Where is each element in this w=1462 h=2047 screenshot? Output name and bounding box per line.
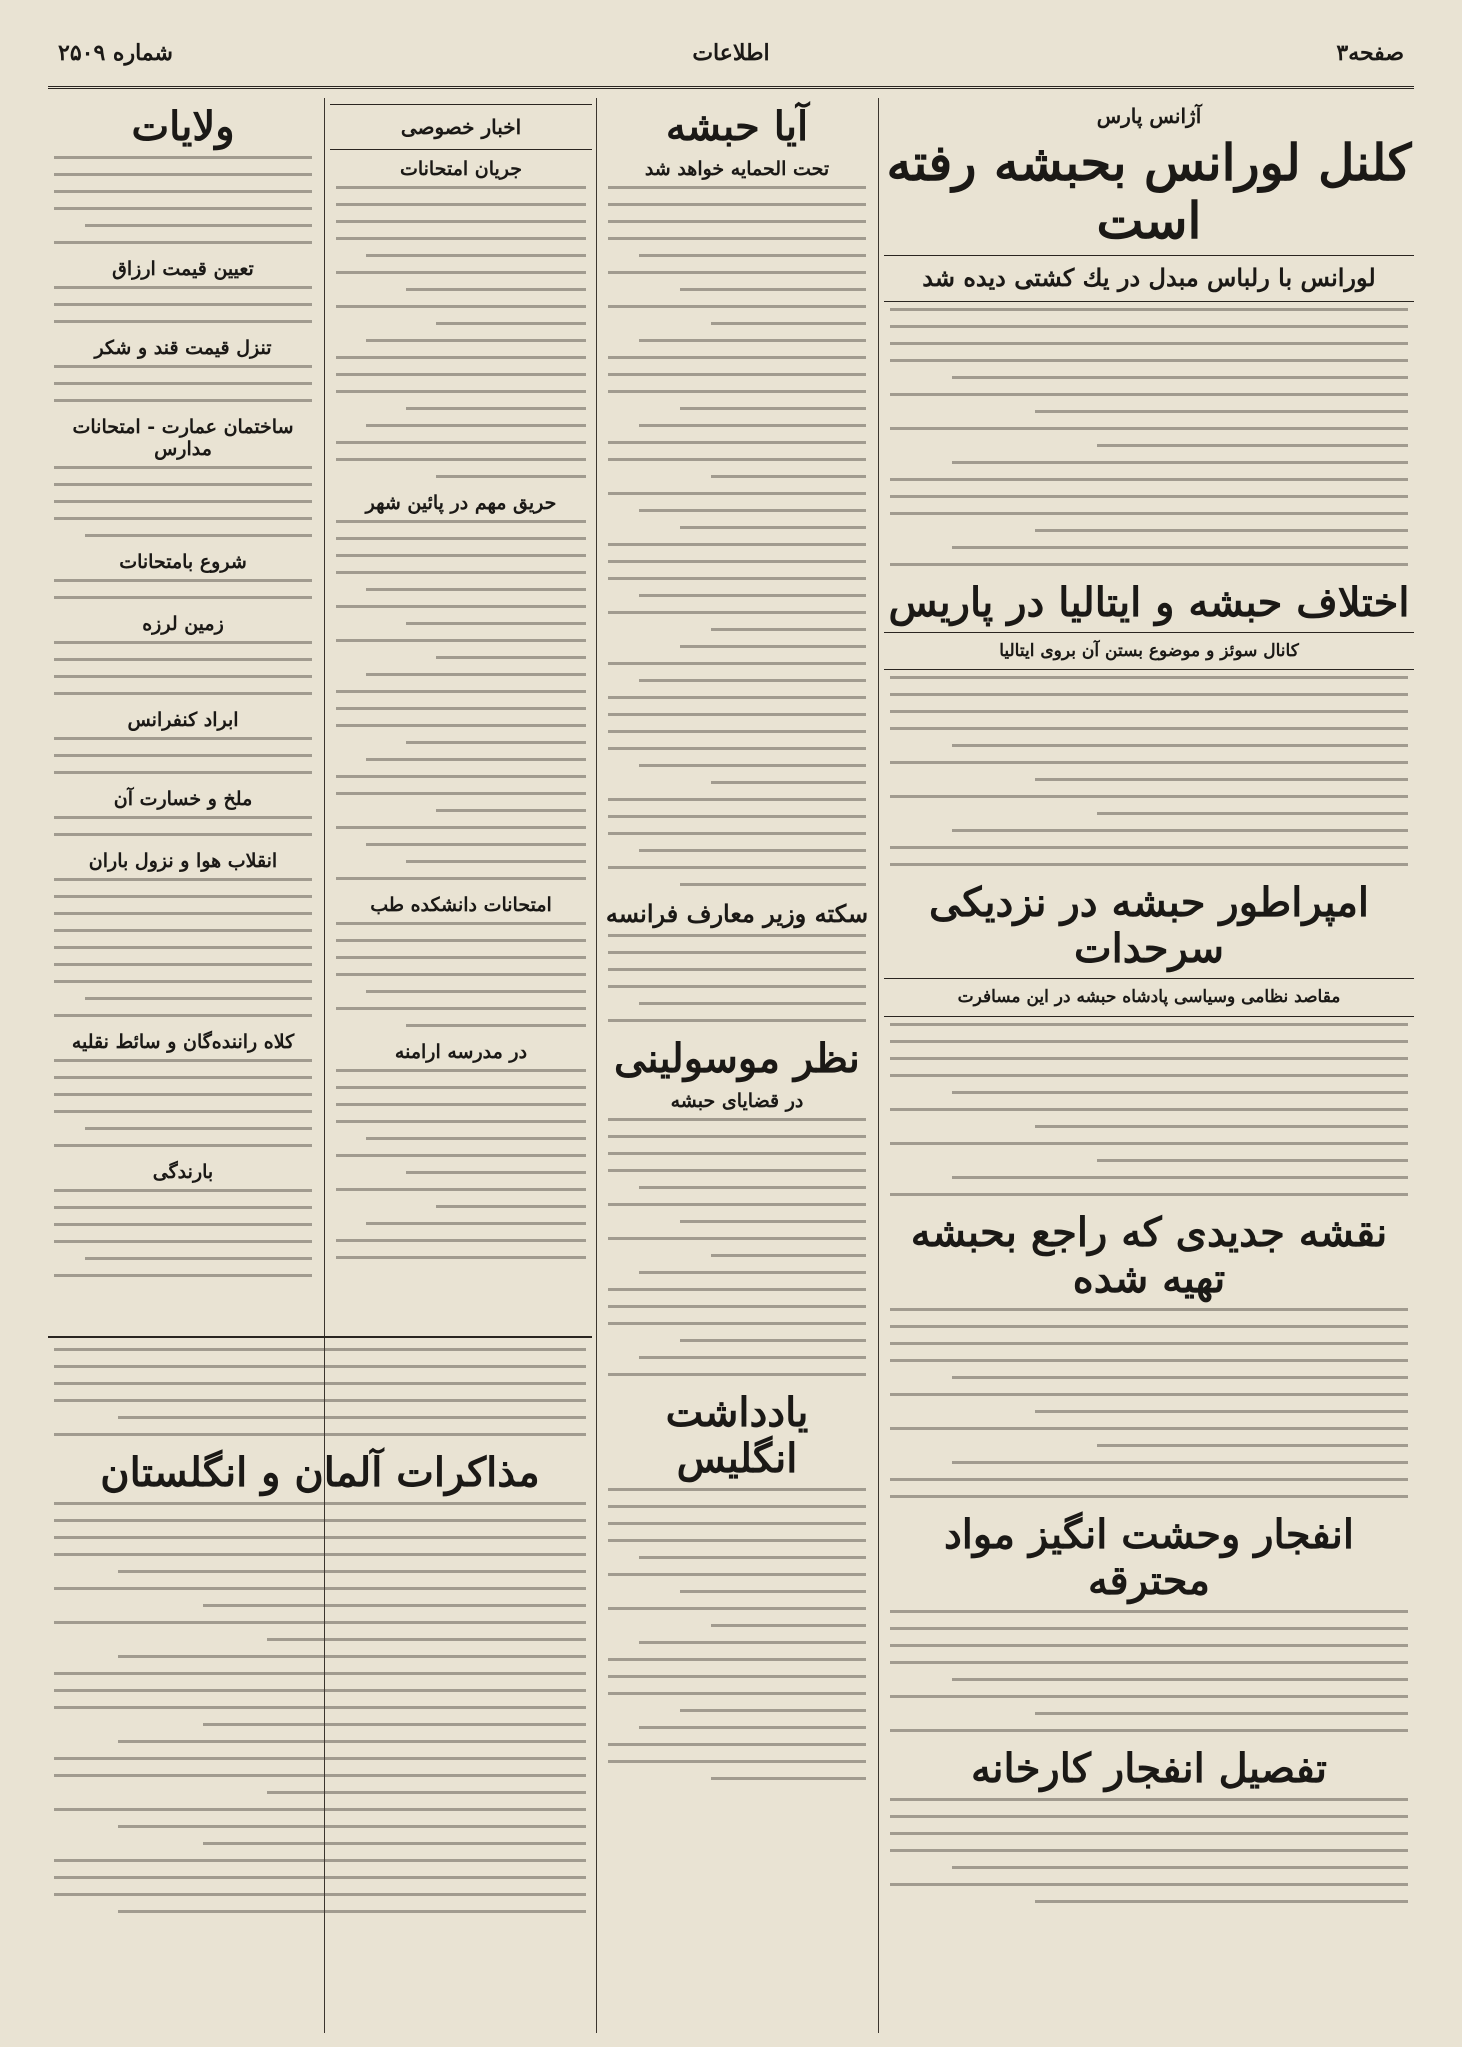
item-title: در مدرسه ارامنه: [394, 1041, 528, 1063]
article-body: [54, 641, 312, 695]
article-body: [608, 186, 866, 886]
column-1: [884, 98, 1414, 2033]
item-title: تعیین قیمت ارزاق: [112, 258, 254, 280]
article-body: [54, 156, 312, 244]
subhead-2: کانال سوئز و موضوع بستن آن بروی ایتالیا: [999, 640, 1299, 661]
headline-2: اختلاف حبشه و ایتالیا در پاریس: [888, 578, 1410, 626]
item-title: کلاه راننده‌گان و سائط نقلیه: [71, 1031, 295, 1053]
headline: آیا حبشه: [665, 103, 809, 150]
article-body: [54, 816, 312, 836]
article-body: [54, 1348, 586, 1436]
column-3: [330, 98, 592, 1328]
article-body: [890, 1023, 1408, 1196]
article-body: [54, 466, 312, 537]
headline-3: نظر موسولینی: [614, 1034, 860, 1082]
article-body: [54, 878, 312, 915]
item-title: شروع بامتحانات: [119, 551, 247, 573]
bottom-section: [48, 1342, 592, 2032]
bottom-headline: مذاکرات آلمان و انگلستان: [100, 1449, 540, 1496]
article-body: [54, 579, 312, 599]
item-title: زمین لرزه: [142, 613, 224, 635]
item-title: ابراد کنفرانس: [127, 709, 239, 731]
article-body: [336, 186, 586, 478]
article-body: [336, 520, 586, 880]
article-body: [54, 286, 312, 323]
article-body: [890, 1798, 1408, 1903]
item-title: جریان امتحانات: [399, 158, 523, 180]
article-body: [54, 365, 312, 402]
item-title: حریق مهم در پائین شهر: [365, 492, 557, 514]
newspaper-title: اطلاعات: [692, 40, 770, 66]
article-body: [54, 1502, 586, 1913]
column-4: [48, 98, 318, 1328]
article-body: [336, 922, 586, 1027]
page-number: صفحه۳: [1336, 40, 1404, 66]
article-body: [54, 929, 312, 1017]
subhead: تحت الحمایه خواهد شد: [644, 158, 830, 180]
item-title: تنزل قیمت قند و شکر: [94, 337, 272, 359]
article-body: [54, 737, 312, 774]
headline: ولایات: [131, 103, 235, 150]
article-body: [890, 676, 1408, 866]
article-body: [890, 1610, 1408, 1732]
item-title: امتحانات دانشکده طب: [370, 894, 552, 916]
headline-2: سکته وزیر معارف فرانسه: [605, 899, 869, 928]
subhead-3: در قضایای حبشه: [670, 1089, 804, 1112]
article-body: [54, 1189, 312, 1277]
section-divider: [48, 1336, 592, 1338]
issue-number: شماره ۲۵۰۹: [58, 40, 173, 66]
article-body: [336, 1069, 586, 1259]
article-body: [608, 1488, 866, 1780]
item-title: بارندگی: [152, 1161, 214, 1183]
article-body: [608, 934, 866, 1022]
agency-label: آژانس پارس: [1096, 104, 1202, 128]
headline-4: یادداشت انگلیس: [665, 1388, 809, 1482]
headline-3: امپراطور حبشه در نزدیکی سرحدات: [928, 879, 1370, 973]
headline-4: نقشه جدیدی که راجع بحبشه تهیه شده: [910, 1208, 1388, 1302]
column-rule: [878, 98, 879, 2033]
article-body: [54, 1059, 312, 1147]
masthead: [48, 30, 1414, 89]
item-title: ساختمان عمارت - امتحانات مدارس: [72, 416, 294, 460]
headline-6: تفصیل انفجار کارخانه: [970, 1744, 1328, 1792]
article-body: [890, 1308, 1408, 1498]
subhead-3: مقاصد نظامی وسیاسی پادشاه حبشه در این مسافرت: [957, 987, 1341, 1008]
article-body: [890, 308, 1408, 566]
column-2: [602, 98, 872, 2033]
article-body: [608, 1118, 866, 1376]
column-rule: [596, 98, 597, 2033]
headline-5: انفجار وحشت انگیز مواد محترقه: [943, 1510, 1355, 1604]
main-subhead: لورانس با رلباس مبدل در یك کشتی دیده شد: [922, 263, 1376, 292]
item-title: ملخ و خسارت آن: [113, 788, 253, 810]
section-label: اخبار خصوصی: [400, 115, 522, 139]
main-headline: کلنل لورانس بحبشه رفته است: [886, 133, 1412, 250]
item-title: انقلاب هوا و نزول باران: [88, 850, 278, 872]
